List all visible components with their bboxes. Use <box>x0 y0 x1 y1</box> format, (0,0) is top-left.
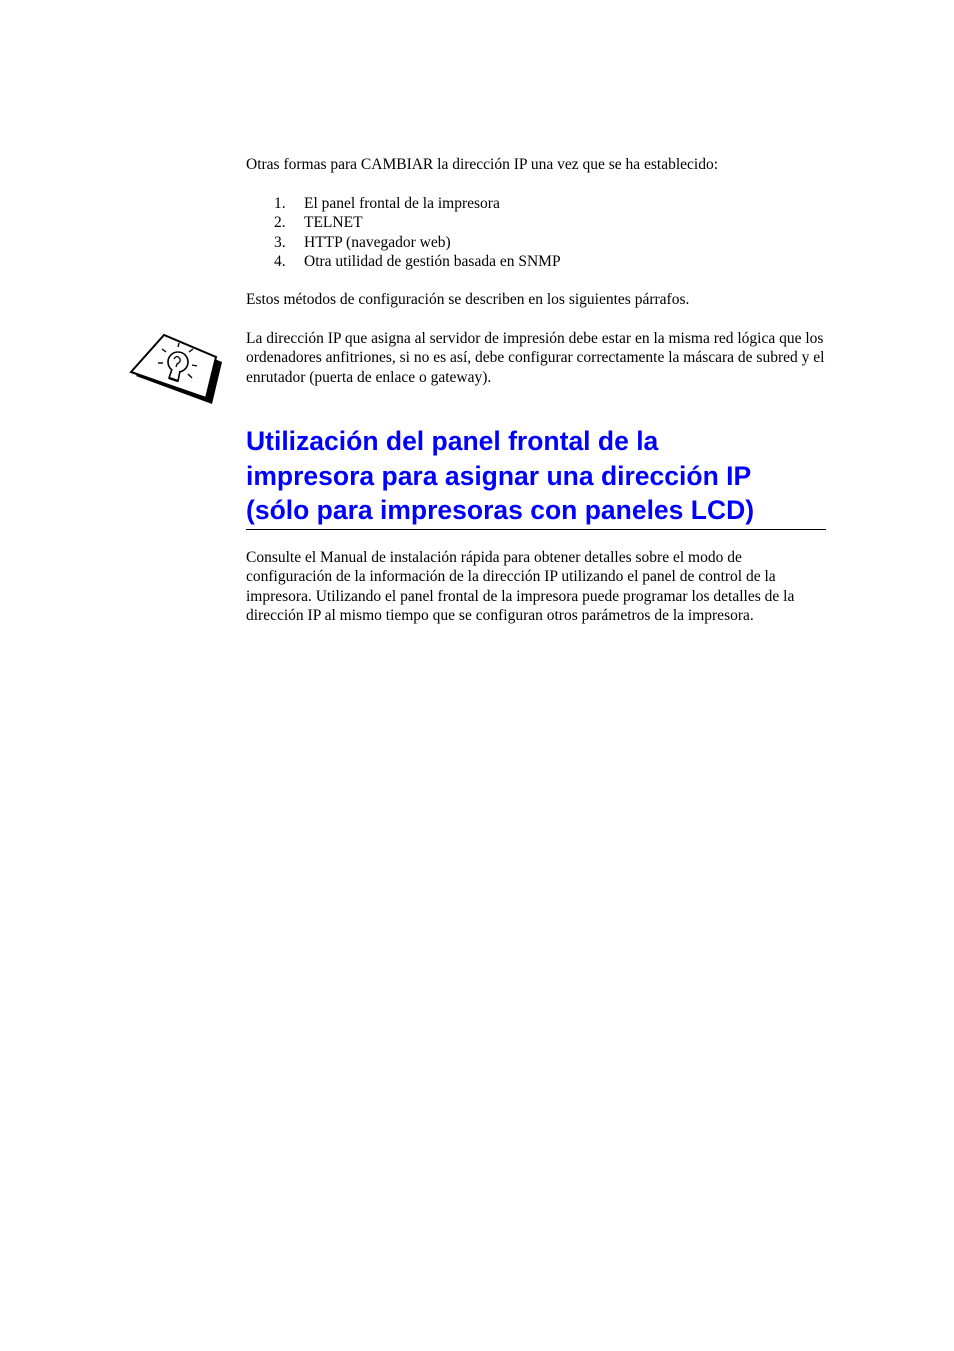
lightbulb-note-icon <box>128 332 224 408</box>
section-heading <box>246 424 826 530</box>
list-item-number: 4. <box>274 253 286 271</box>
list-item-text: El panel frontal de la impresora <box>304 195 500 212</box>
intro-text: Otras formas para CAMBIAR la dirección IP una vez que se ha establecido: <box>246 156 719 173</box>
heading-line: Utilización del panel frontal de la <box>246 426 659 456</box>
list-item-number: 3. <box>274 233 286 251</box>
list-item <box>246 252 561 271</box>
methods-description: Estos métodos de configuración se describen en los siguientes párrafos. <box>246 291 690 308</box>
heading-line: (sólo para impresoras con paneles LCD) <box>246 495 755 525</box>
list-item <box>246 194 561 213</box>
methods-list <box>246 194 561 272</box>
body-paragraph: Consulte el Manual de instalación rápida para obtener detalles sobre el modo de configuración de la información de la dirección IP utilizando el panel de control de la impresora. Utilizando el panel frontal de la impresora puede programar los detalles de la dirección IP al mismo tiempo que se configuran otros parámetros de la impresora. <box>246 549 795 625</box>
heading-line: impresora para asignar una dirección IP <box>246 460 752 491</box>
list-item <box>246 213 561 232</box>
list-item-text: Otra utilidad de gestión basada en SNMP <box>304 253 561 271</box>
list-item-number: 1. <box>274 195 286 212</box>
list-item-text: TELNET <box>304 214 363 232</box>
list-item <box>246 233 561 252</box>
list-item-text: HTTP (navegador web) <box>304 233 451 251</box>
note-text: La dirección IP que asigna al servidor de impresión debe estar en la misma red lógica que los ordenadores anfitriones, si no es así, debe configurar correctamente la máscara de subred y el enrutador (puerta de enlace o gateway). <box>246 330 825 386</box>
list-item-number: 2. <box>274 214 286 232</box>
